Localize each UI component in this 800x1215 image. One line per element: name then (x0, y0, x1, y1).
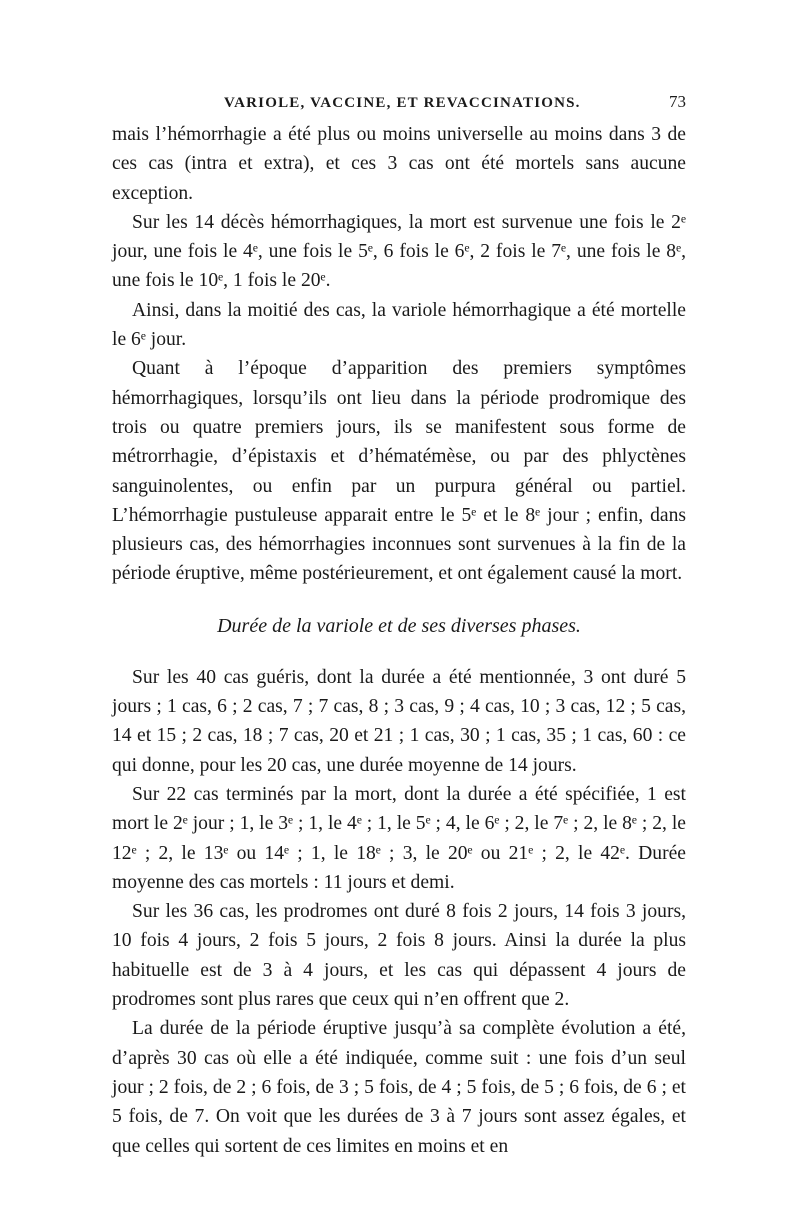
paragraph-eruptive-period: La durée de la période éruptive jusqu’à sa complète évolution a été, d’après 30 cas où elle a été indiquée, comme suit : une fois d’un seul jour ; 2 fois, de 2 ; 6 fois, de 3 ; 5 fois, de 4 ; 5 fois, de 5 ; 6 fois, de 6 ; et 5 fois, de 7. On voit que les durées de 3 à 7 jours sont assez égales, et que celles qui sortent de ces limites en moins et en (112, 1018, 686, 1157)
paragraph-continuation: mais l’hémorrhagie a été plus ou moins universelle au moins dans 3 de ces cas (intra et extra), et ces 3 cas ont été mortels sans aucune exception. (112, 124, 686, 204)
running-title: VARIOLE, VACCINE, ET REVACCINATIONS. (224, 95, 581, 111)
book-page (112, 92, 686, 1161)
section-heading: Durée de la variole et de ses diverses phases. (217, 614, 581, 637)
running-header (112, 92, 686, 120)
paragraph-onset-symptoms: Quant à l’époque d’apparition des premiers symptômes hémorrhagiques, lorsqu’ils ont lieu dans la période prodromique des trois ou quatre premiers jours, ils se manifestent sous forme de métrorrhagie, d’épistaxis et d’hématémèse, ou par des phlyctènes sanguinolentes, ou enfin par un purpura général ou partiel. L’hémorrhagie pustuleuse apparait entre le 5ᵉ et le 8ᵉ jour ; enfin, dans plusieurs cas, des hémorrhagies inconnues sont survenues à la fin de la période éruptive, même postérieurement, et ont également causé la mort. (112, 358, 686, 585)
paragraph-cured-cases: Sur les 40 cas guéris, dont la durée a été mentionnée, 3 ont duré 5 jours ; 1 cas, 6 ; 2 cas, 7 ; 7 cas, 8 ; 3 cas, 9 ; 4 cas, 10 ; 3 cas, 12 ; 5 cas, 14 et 15 ; 2 cas, 18 ; 7 cas, 20 et 21 ; 1 cas, 30 ; 1 cas, 35 ; 1 cas, 60 : ce qui donne, pour les 20 cas, une durée moyenne de 14 jours. (112, 666, 686, 776)
page-number: 73 (669, 92, 686, 111)
paragraph-hemorrhagic-deaths: Sur les 14 décès hémorrhagiques, la mort est survenue une fois le 2ᵉ jour, une fois le 4ᵉ, une fois le 5ᵉ, 6 fois le 6ᵉ, 2 fois le 7ᵉ, une fois le 8ᵉ, une fois le 10ᵉ, 1 fois le 20ᵉ. (112, 211, 686, 292)
paragraph-fatal-cases: Sur 22 cas terminés par la mort, dont la durée a été spécifiée, 1 est mort le 2ᵉ jour ; 1, le 3ᵉ ; 1, le 4ᵉ ; 1, le 5ᵉ ; 4, le 6ᵉ ; 2, le 7ᵉ ; 2, le 8ᵉ ; 2, le 12ᵉ ; 2, le 13ᵉ ou 14ᵉ ; 1, le 18ᵉ ; 3, le 20ᵉ ou 21ᵉ ; 2, le 42ᵉ. Durée moyenne des cas mortels : 11 jours et demi. (112, 783, 686, 893)
paragraph-half-cases: Ainsi, dans la moitié des cas, la variole hémorrhagique a été mortelle le 6ᵉ jour. (112, 299, 686, 351)
paragraph-prodromes: Sur les 36 cas, les prodromes ont duré 8 fois 2 jours, 14 fois 3 jours, 10 fois 4 jours, 2 fois 5 jours, 2 fois 8 jours. Ainsi la durée la plus habituelle est de 3 à 4 jours, et les cas qui dépassent 4 jours de prodromes sont plus rares que ceux qui n’en offrent que 2. (112, 901, 686, 1011)
